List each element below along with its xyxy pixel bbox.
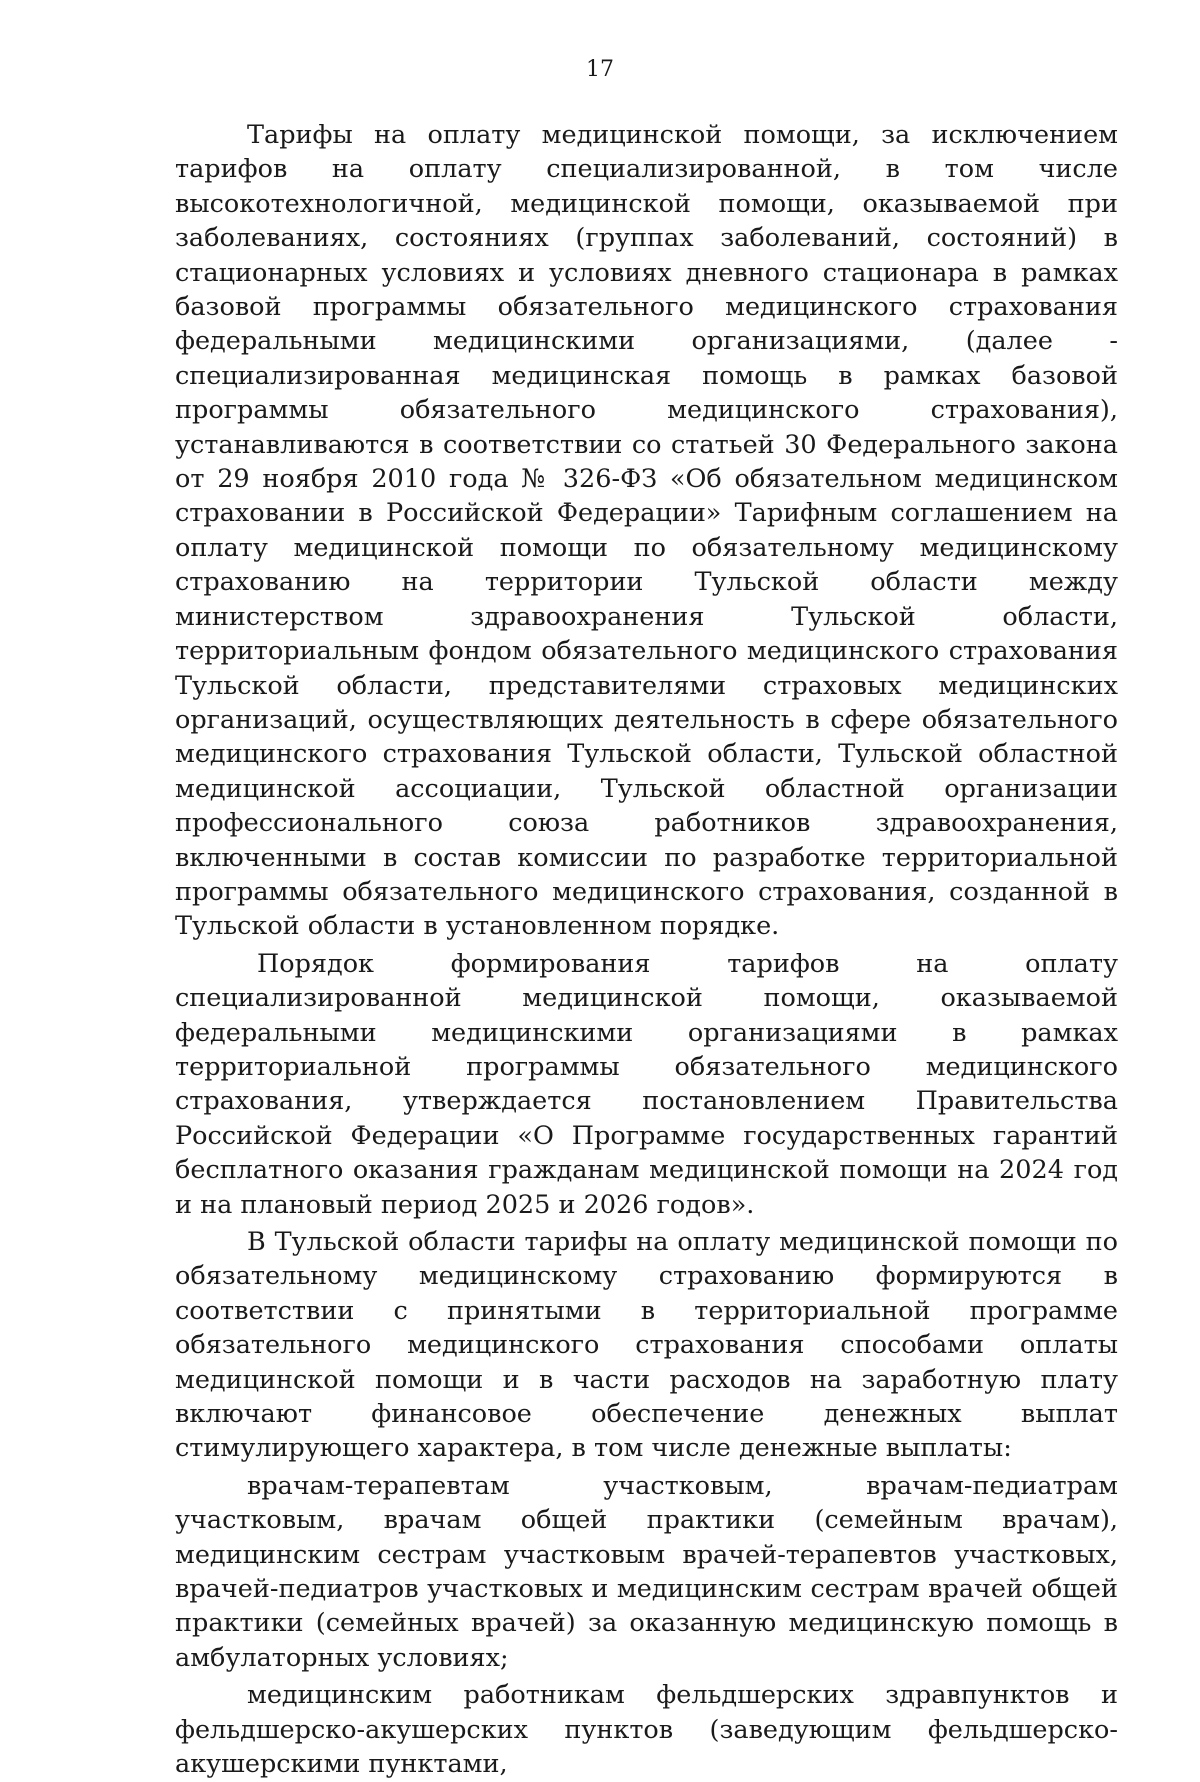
paragraph-tariffs-intro: Тарифы на оплату медицинской помощи, за исключением тарифов на оплату специализированной, в том числе высокотехнологичной, медицинской помощи, оказываемой при заболеваниях, состояниях (группах заболеваний, состояний) в стационарных условиях и условиях дневного стационара в рамках базовой программы обязательного медицинского страхования федеральными медицинскими организациями, (далее - специализированная медицинская помощь в рамках базовой программы обязательного медицинского страхования), устанавливаются в соответствии со статьей 30 Федерального закона от 29 ноября 2010 года № 326-ФЗ «Об обязательном медицинском страховании в Российской Федерации» Тарифным соглашением на оплату медицинской помощи по обязательному медицинскому страхованию на территории Тульской области между министерством здравоохранения Тульской области, территориальным фондом обязательного медицинского страхования Тульской области, представителями страховых медицинских организаций, осуществляющих деятельность в сфере обязательного медицинского страхования Тульской области, Тульской областной медицинской ассоциации, Тульской областной организации профессионального союза работников здравоохранения, включенными в состав комиссии по разработке территориальной программы обязательного медицинского страхования, созданной в Тульской области в установленном порядке. [175,120,1118,942]
paragraph-feldsher-workers: медицинским работникам фельдшерских здравпунктов и фельдшерско-акушерских пунктов (заведующим фельдшерско-акушерскими пунктами, [175,1680,1118,1780]
paragraph-tariff-procedure: Порядок формирования тарифов на оплату специализированной медицинской помощи, оказываемой федеральными медицинскими организациями в рамках территориальной программы обязательного медицинского страхования, утверждается постановлением Правительства Российской Федерации «О Программе государственных гарантий бесплатного оказания гражданам медицинской помощи на 2024 год и на плановый период 2025 и 2026 годов». [175,948,1118,1220]
page-number: 17 [586,57,614,82]
paragraph-tula-tariffs: В Тульской области тарифы на оплату медицинской помощи по обязательному медицинскому страхованию формируются в соответствии с принятыми в территориальной программе обязательного медицинского страхования способами оплаты медицинской помощи и в части расходов на заработную плату включают финансовое обеспечение денежных выплат стимулирующего характера, в том числе денежные выплаты: [175,1227,1118,1464]
paragraph-district-doctors: врачам-терапевтам участковым, врачам-педиатрам участковым, врачам общей практики (семейным врачам), медицинским сестрам участковым врачей-терапевтов участковых, врачей-педиатров участковых и медицинским сестрам врачей общей практики (семейных врачей) за оказанную медицинскую помощь в амбулаторных условиях; [175,1470,1118,1673]
document-body [175,118,1118,1782]
